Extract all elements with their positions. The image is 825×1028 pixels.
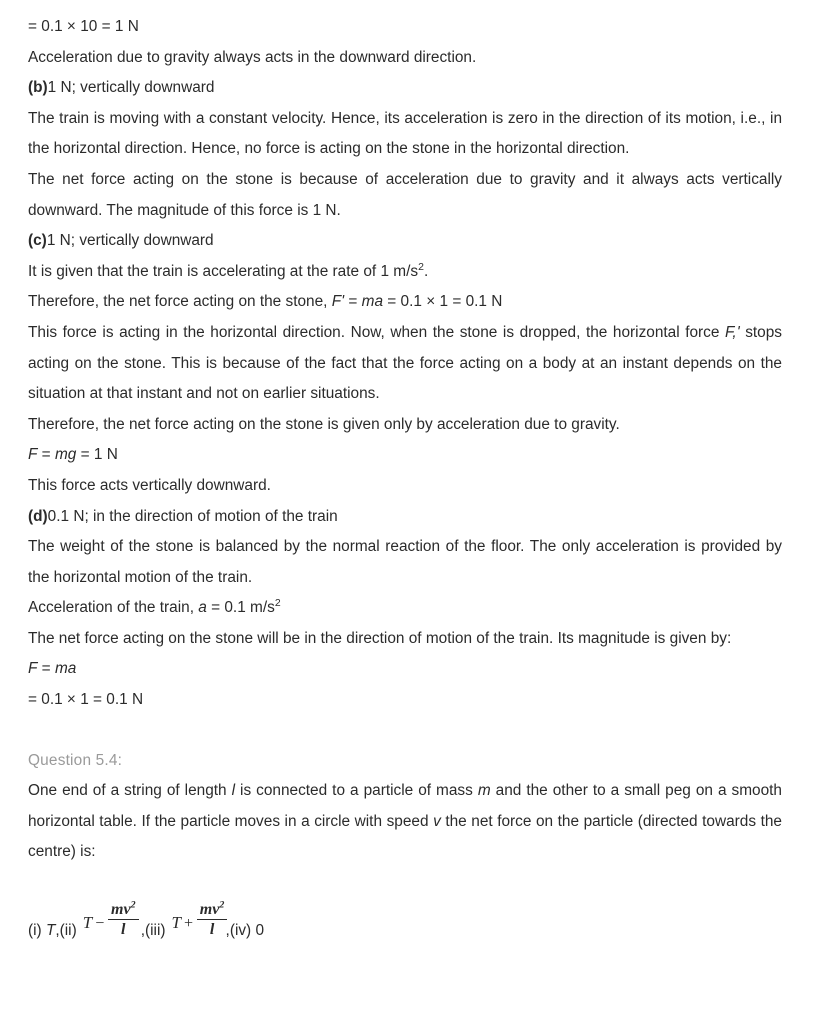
option-ii-label: (ii) (59, 922, 77, 940)
fraction-numerator (108, 899, 139, 921)
equals-sign: = (37, 446, 55, 464)
statement-gravity-direction (28, 43, 782, 74)
statement-force-vertical (28, 471, 782, 502)
paragraph-text: The train is moving with a constant velocity. Hence, its acceleration is zero in the direction of its motion, i.e., in the horizontal direction. Hence, no force is acting on the stone in the horizontal direction. (28, 109, 782, 158)
equation-value: = 0.1 m/s (206, 599, 275, 617)
equation-text: = 0.1 × 1 = 0.1 N (28, 691, 144, 709)
paragraph-b-netforce (28, 165, 782, 226)
paragraph-d-explanation (28, 532, 782, 593)
statement-gravity-only (28, 410, 782, 441)
separator-text: , (225, 922, 230, 940)
symbol-F: F (28, 446, 38, 464)
superscript-two: 2 (219, 899, 225, 911)
symbol-l: l (231, 782, 236, 800)
fraction-denominator: l (209, 921, 215, 939)
formula-T-minus-mv2-over-l (82, 899, 140, 939)
symbol-v: v (212, 900, 220, 918)
option-iv[interactable] (230, 922, 264, 940)
fraction-denominator: l (121, 921, 126, 939)
symbol-T: T (82, 912, 93, 932)
equation-F-equals-ma (28, 654, 782, 685)
statement-text: Acceleration due to gravity always acts in the downward direction. (28, 48, 477, 66)
equation-final-result (28, 685, 782, 716)
question-heading-label: Question 5.4: (28, 751, 123, 769)
equation-prefix: Acceleration of the train, (28, 599, 199, 617)
equation-F-equals-mg (28, 440, 782, 471)
separator-text: , (140, 922, 146, 940)
equals-sign: = (37, 660, 55, 678)
answer-d (28, 502, 782, 533)
formula-T-plus-mv2-over-l (171, 899, 229, 939)
option-iii[interactable] (145, 922, 166, 940)
symbol-v: v (123, 900, 131, 918)
paragraph-text: The weight of the stone is balanced by the normal reaction of the floor. The only acceleration is provided by the horizontal motion of the train. (28, 538, 782, 586)
option-i-label: (i) (28, 922, 46, 940)
equation-line-1 (28, 12, 782, 43)
symbol-mg: mg (54, 446, 77, 464)
equation-prefix: Therefore, the net force acting on the stone, (28, 293, 332, 311)
superscript-two: 2 (418, 261, 424, 273)
equals-sign: = (344, 293, 362, 311)
statement-train-acceleration (28, 257, 782, 288)
paragraph-prefix: This force is acting in the horizontal direction. Now, when the stone is dropped, the horizontal force (28, 323, 725, 341)
equation-tail: = 0.1 × 1 = 0.1 N (383, 293, 503, 311)
superscript-two: 2 (274, 598, 281, 610)
symbol-T: T (171, 912, 181, 932)
paragraph-d-netforce (28, 624, 782, 655)
answer-d-label: (d) (28, 507, 48, 525)
fraction-numerator (197, 899, 228, 921)
question-body (28, 776, 782, 868)
plus-sign: + (183, 914, 194, 932)
answer-d-text: 0.1 N; in the direction of motion of the train (47, 507, 338, 525)
minus-sign: − (94, 914, 105, 932)
symbol-m: m (111, 900, 124, 918)
equation-netforce-c (28, 287, 782, 318)
statement-text: This force acts vertically downward. (28, 476, 271, 494)
question-text-mid2: and the other to a small peg on a smooth horizontal table. If the particle moves in a circle with speed (28, 782, 782, 830)
symbol-m: m (477, 782, 491, 800)
option-iv-label: (iv) 0 (229, 922, 265, 940)
paragraph-tail: stops acting on the stone. This is because of the fact that the force acting on a body at an instant depends on the situation at that instant and not on earlier situations. (28, 323, 782, 403)
symbol-m: m (199, 900, 213, 918)
symbol-F-comma-prime: F,' (725, 323, 740, 341)
option-separator: , (55, 922, 60, 940)
option-i[interactable] (28, 922, 60, 940)
symbol-ma: ma (361, 293, 384, 311)
option-i-value: T (45, 922, 56, 940)
answer-c-label: (c) (28, 232, 47, 250)
symbol-a: a (198, 599, 207, 617)
symbol-ma: ma (54, 660, 77, 678)
equation-train-acceleration (28, 593, 782, 624)
answer-c (28, 226, 782, 257)
section-spacer (28, 716, 782, 746)
symbol-F-prime: F' (331, 293, 345, 311)
paragraph-c-explanation (28, 318, 782, 410)
symbol-F: F (28, 660, 38, 678)
superscript-two: 2 (130, 899, 136, 911)
answer-b (28, 73, 782, 104)
paragraph-b-explanation (28, 104, 782, 165)
answer-c-text: 1 N; vertically downward (46, 232, 214, 250)
question-text-prefix: One end of a string of length (28, 782, 232, 800)
fraction-mv2-over-l (108, 899, 139, 939)
statement-tail: . (423, 262, 429, 280)
paragraph-text: The net force acting on the stone is because of acceleration due to gravity and it always acts vertically downward. The magnitude of this force is 1 N. (28, 170, 782, 219)
equation-text: = 0.1 × 10 = 1 N (28, 18, 139, 35)
answer-b-label: (b) (28, 79, 48, 97)
question-text-tail: the net force on the particle (directed towards the centre) is: (28, 812, 782, 861)
symbol-v: v (433, 812, 441, 830)
paragraph-text: The net force acting on the stone will be in the direction of motion of the train. Its magnitude is given by: (28, 629, 732, 647)
question-text-mid1: is connected to a particle of mass (235, 782, 478, 800)
fraction-mv2-over-l (197, 899, 228, 939)
statement-text: It is given that the train is accelerating at the rate of 1 m/s (28, 262, 419, 280)
answer-b-text: 1 N; vertically downward (47, 79, 215, 97)
option-ii[interactable] (60, 922, 77, 940)
question-options-row (28, 868, 782, 946)
question-heading (28, 746, 782, 777)
statement-text: Therefore, the net force acting on the stone is given only by acceleration due to gravity. (28, 415, 620, 433)
equation-tail: = 1 N (76, 446, 118, 464)
option-iii-label: (iii) (145, 922, 166, 940)
options-baseline (28, 899, 265, 940)
